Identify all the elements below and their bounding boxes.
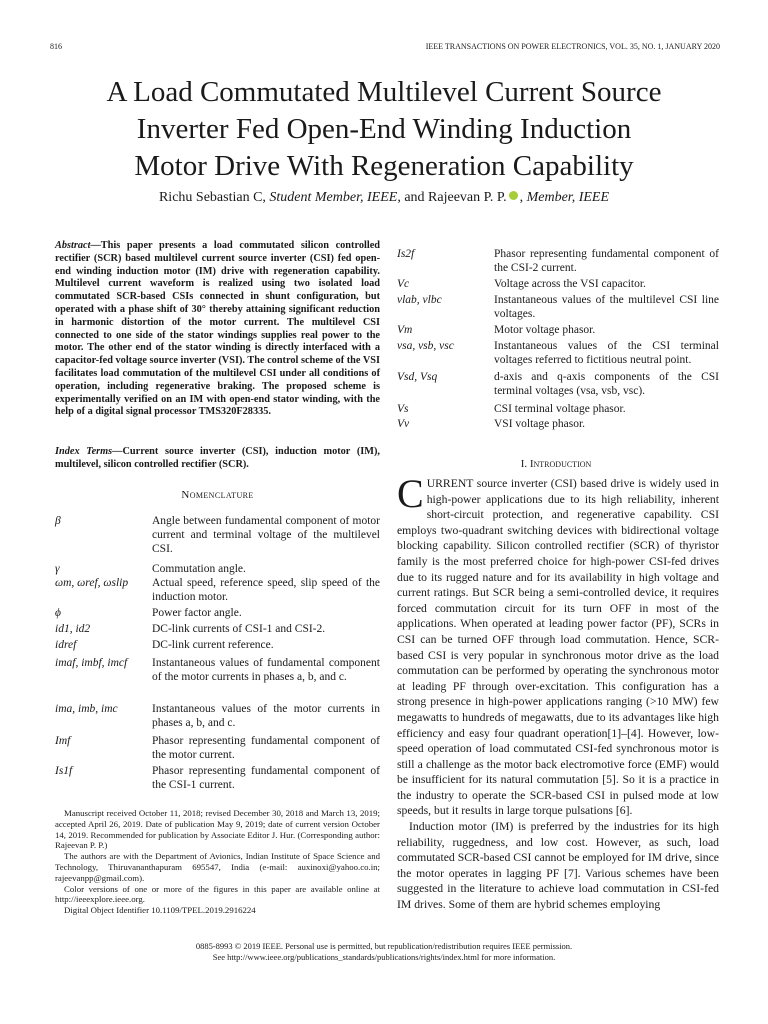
copyright-notice: [60, 941, 708, 963]
nomenclature-definition: Instantaneous values of fundamental component of the motor currents in phases a, b, and c.: [152, 657, 380, 683]
nomenclature-definition: Instantaneous values of the multilevel CSI line voltages.: [494, 294, 719, 320]
nomenclature-definition: Motor voltage phasor.: [494, 324, 596, 336]
nomenclature-symbol: Vc: [397, 278, 410, 290]
author-1-role: Student Member, IEEE: [269, 190, 398, 205]
copyright-line-2: See http://www.ieee.org/publications_standards/publications/rights/index.html for more information.: [212, 952, 556, 962]
nomenclature-right-list: [397, 247, 719, 437]
abstract: Abstract—This paper presents a load commutated silicon controlled rectifier (SCR) based multilevel current source inverter (CSI) fed open-end winding induction motor (IM) drive with regeneration capability. Multilevel current waveform is realized using two isolated load commutated SCR-based CSIs connected in shunt configuration, but operated with a phase shift of 30° thereby attaining significant reduction in harmonic distortion of the motor current. The multilevel CSI connected to one side of the stator windings supplies real power to the motor. The other end of the stator winding is directly interfaced with a capacitor-fed voltage source inverter (VSI). The control scheme of the VSI facilitates load commutation of the multilevel CSI under all conditions of operation, including regenerative braking. The proposed scheme is experimentally verified on an IM with open-end stator winding, with the help of a digital signal processor TMS320F28335.: [55, 240, 380, 418]
author-2-role: Member, IEEE: [526, 190, 610, 205]
index-terms-label: Index Terms: [55, 446, 113, 457]
nomenclature-symbol: vsa, vsb, vsc: [397, 340, 454, 352]
nomenclature-symbol: Vsd, Vsq: [397, 371, 438, 383]
author-2: Rajeevan P. P.: [428, 190, 507, 205]
running-head: IEEE TRANSACTIONS ON POWER ELECTRONICS, VOL. 35, NO. 1, JANUARY 2020: [425, 42, 720, 51]
footnote: [55, 808, 380, 916]
nomenclature-definition: Voltage across the VSI capacitor.: [494, 278, 646, 290]
intro-paragraph-1-text: URRENT source inverter (CSI) based drive is widely used in high-power applications due to its high reliability, inherent short-circuit protection, and regenerative capability. CSI employs two-quadrant switching devices with bidirectional voltage blocking capability. Silicon controlled rectifier (SCR) of thyristor family is the most preferred choice for high-power CSI-fed drives due to its rugged nature and for its availability in high voltage and current ratings. But SCR being a semi-controlled device, it requires forced commutation circuit for its turn OFF in most of the applications. When operated at leading power factor (PF), SCRs in CSI can be turned OFF through load commutation. Hence, SCR-based CSI is very popular in synchronous motor drive as the load commutation can be performed by operating the synchronous motor at leading PF through over-excitation. This configuration has a strong presence in high-power applications ranging (>10 MW) few megawatts to hundreds of megawatts, due to its advantages like high efficiency and easy four quadrant operation[1]–[4]. However, low-speed operation of load commutated CSI-fed synchronous motor is still a challenge as the motor back electromotive force (EMF) would be insufficient for its natural commutation [5]. So it is a practice in the industry to operate the SCR-based CSI in pulsed mode at low speeds, but it results in large torque pulsations [6].: [397, 477, 719, 818]
intro-paragraph-2: Induction motor (IM) is preferred by the industries for its high reliability, ruggedness, and low cost. However, as such, load commutated SCR-based CSI cannot be employed for IM drive, since the motor operates in lagging PF [7]. Various schemes have been suggested in the literature to achieve load commutation in CSI-fed IM drives. Some of them are hybrid schemes employing: [397, 820, 719, 912]
nomenclature-symbol: vlab, vlbc: [397, 294, 442, 306]
footnote-doi: Digital Object Identifier 10.1109/TPEL.2019.2916224: [64, 905, 256, 916]
title-line-1: A Load Commutated Multilevel Current Source: [106, 76, 662, 108]
section-heading: I. Introduction: [520, 458, 592, 470]
nomenclature-definition: Phasor representing fundamental component of the motor current.: [152, 735, 380, 761]
nomenclature-definition: DC-link current reference.: [152, 639, 274, 651]
abstract-label: Abstract: [55, 240, 91, 251]
page-number: 816: [50, 42, 62, 51]
nomenclature-definition: CSI terminal voltage phasor.: [494, 403, 626, 415]
footnote-color: Color versions of one or more of the figures in this paper are available online at http://ieeexplore.ieee.org.: [55, 883, 380, 905]
author-joiner: and: [404, 190, 425, 205]
nomenclature-definition: Commutation angle.: [152, 563, 246, 575]
nomenclature-symbol: ima, imb, imc: [55, 703, 118, 715]
index-terms-text: Current source inverter (CSI), induction motor (IM), multilevel, silicon controlled rectifier (SCR).: [55, 446, 380, 470]
intro-paragraph-1: [397, 471, 719, 819]
abstract-text: This paper presents a load commutated silicon controlled rectifier (SCR) based multilevel current source inverter (CSI) fed open-end winding induction motor (IM) drive with regeneration capability. Multilevel current waveform is realized using two isolated load commutated SCR-based CSIs connected in shunt configuration, but operated with a phase shift of 30° thereby attaining significant reduction in harmonic distortion of the motor current. The multilevel CSI connected to one side of the stator windings supplies real power to the motor. The other end of the stator winding is directly interfaced with a capacitor-fed voltage source inverter (VSI). The control scheme of the VSI facilitates load commutation of the multilevel CSI under all conditions of operation, including regenerative braking. The proposed scheme is experimentally verified on an IM with open-end stator winding, with the help of a digital signal processor TMS320F28335.: [55, 240, 380, 418]
nomenclature-symbol: ϕ: [55, 607, 61, 619]
orcid-icon[interactable]: [509, 191, 518, 200]
nomenclature-symbol: Vv: [397, 418, 410, 430]
index-terms: Index Terms—Current source inverter (CSI), induction motor (IM), multilevel, silicon controlled rectifier (SCR).: [55, 446, 380, 470]
introduction-body: [397, 471, 719, 913]
nomenclature-symbol: id1, id2: [55, 623, 91, 635]
author-1: Richu Sebastian C: [158, 190, 263, 205]
nomenclature-definition: d-axis and q-axis components of the CSI terminal voltages (vsa, vsb, vsc).: [494, 371, 719, 397]
nomenclature-definition: Power factor angle.: [152, 607, 242, 619]
footnote-manuscript: Manuscript received October 11, 2018; revised December 30, 2018 and March 13, 2019; accepted April 26, 2019. Date of publication May 9, 2019; date of current version October 14, 2019. Recommended for publication by Associate Editor J. Hur. (Corresponding author: Rajeevan P. P.): [55, 808, 380, 851]
nomenclature-symbol: Vm: [397, 324, 413, 336]
nomenclature-symbol: Is2f: [397, 248, 415, 260]
title-line-2: Inverter Fed Open-End Winding Induction: [136, 113, 632, 145]
nomenclature-definition: Instantaneous values of the CSI terminal voltages referred to fictitious neutral point.: [494, 340, 719, 366]
nomenclature-definition: Phasor representing fundamental component of the CSI-2 current.: [494, 248, 719, 274]
drop-cap: C: [397, 471, 424, 516]
nomenclature-heading: Nomenclature: [181, 489, 254, 501]
nomenclature-symbol: Is1f: [55, 765, 73, 777]
paper-title: [60, 74, 708, 185]
nomenclature-definition: Phasor representing fundamental component of the CSI-1 current.: [152, 765, 380, 791]
nomenclature-symbol: Imf: [55, 735, 71, 747]
nomenclature-definition: VSI voltage phasor.: [494, 418, 586, 430]
nomenclature-symbol: idref: [55, 639, 77, 651]
nomenclature-definition: Angle between fundamental component of motor current and terminal voltage of the multilevel CSI.: [152, 515, 380, 555]
nomenclature-definition: Instantaneous values of the motor currents in phases a, b, and c.: [152, 703, 380, 729]
nomenclature-left-list: [55, 514, 380, 794]
nomenclature-definition: DC-link currents of CSI-1 and CSI-2.: [152, 623, 326, 635]
nomenclature-symbol: γ: [55, 563, 60, 575]
nomenclature-symbol: imaf, imbf, imcf: [55, 657, 128, 669]
title-line-3: Motor Drive With Regeneration Capability: [134, 150, 634, 182]
footnote-affiliation: The authors are with the Department of Avionics, Indian Institute of Space Science and Technology, Thiruvananthapuram 695547, India (e-mail: auxinoxi@yahoo.co.in; rajeevanpp@gmail.com).: [55, 851, 380, 883]
author-line: Richu Sebastian C, Student Member, IEEE, and Rajeevan P. P. , Member, IEEE: [158, 190, 610, 205]
nomenclature-definition: Actual speed, reference speed, slip speed of the induction motor.: [152, 577, 380, 603]
copyright-line-1: 0885-8993 © 2019 IEEE. Personal use is permitted, but republication/redistribution requires IEEE permission.: [195, 941, 573, 951]
nomenclature-symbol: β: [55, 515, 61, 527]
nomenclature-symbol: Vs: [397, 403, 409, 415]
nomenclature-symbol: ωm, ωref, ωslip: [55, 577, 129, 589]
